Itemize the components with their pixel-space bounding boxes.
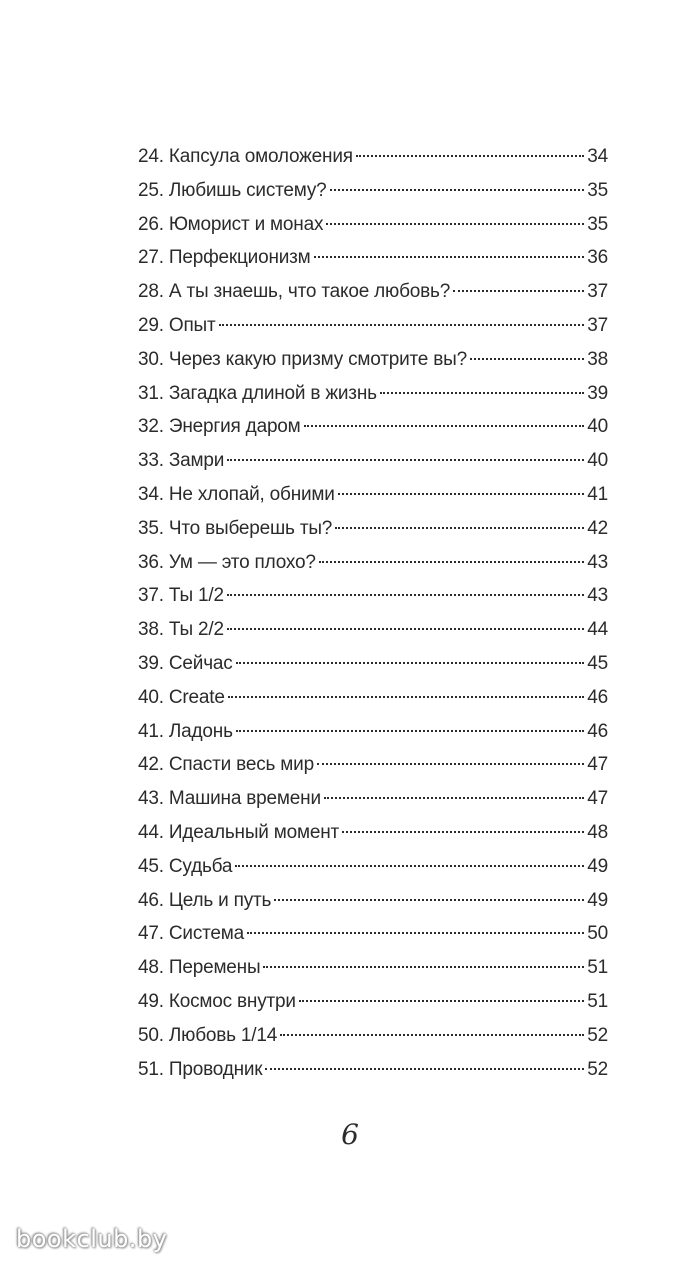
- toc-entry-title: 44. Идеальный момент: [138, 821, 340, 843]
- dot-leader: [247, 932, 584, 934]
- dot-leader: [236, 662, 585, 664]
- dot-leader: [236, 730, 584, 732]
- dot-leader: [299, 1000, 584, 1002]
- dot-leader: [335, 527, 584, 529]
- toc-entry: [138, 343, 608, 377]
- toc-entry-page: 52: [587, 1024, 608, 1046]
- toc-entry: [138, 309, 608, 343]
- dot-leader: [263, 966, 584, 968]
- toc-entry-title: 36. Ум — это плохо?: [138, 551, 316, 573]
- toc-entry-page: 51: [587, 990, 608, 1012]
- dot-leader: [317, 763, 584, 765]
- toc-entry-title: 38. Ты 2/2: [138, 619, 224, 641]
- toc-entry: [138, 174, 608, 208]
- dot-leader: [338, 493, 585, 495]
- toc-entry: [138, 512, 608, 546]
- toc-entry-title: 51. Проводник: [138, 1058, 263, 1080]
- toc-entry: [138, 884, 608, 918]
- dot-leader: [227, 628, 584, 630]
- toc-entry-page: 49: [587, 855, 608, 877]
- toc-entry-page: 47: [587, 754, 608, 776]
- dot-leader: [265, 1068, 584, 1070]
- toc-entry-page: 52: [587, 1058, 608, 1080]
- toc-entry: [138, 377, 608, 411]
- toc-entry: [138, 647, 608, 681]
- toc-entry: [138, 985, 608, 1019]
- toc-entry-title: 47. Система: [138, 923, 245, 945]
- toc-entry-title: 35. Что выберешь ты?: [138, 517, 333, 539]
- toc-entry-page: 40: [587, 450, 608, 472]
- toc-entry: [138, 410, 608, 444]
- toc-entry-title: 27. Перфекционизм: [138, 247, 311, 269]
- table-of-contents: [138, 140, 608, 1086]
- toc-entry-page: 35: [587, 213, 608, 235]
- toc-entry-title: 26. Юморист и монах: [138, 213, 324, 235]
- toc-entry: [138, 850, 608, 884]
- toc-entry-page: 40: [587, 416, 608, 438]
- dot-leader: [274, 899, 584, 901]
- toc-entry-title: 31. Загадка длиной в жизнь: [138, 382, 377, 404]
- dot-leader: [380, 392, 584, 394]
- toc-entry-page: 41: [587, 483, 608, 505]
- toc-entry-title: 40. Create: [138, 686, 225, 708]
- dot-leader: [330, 189, 585, 191]
- toc-entry: [138, 1053, 608, 1087]
- toc-entry-title: 30. Через какую призму смотрите вы?: [138, 348, 467, 370]
- toc-entry: [138, 782, 608, 816]
- dot-leader: [304, 425, 585, 427]
- toc-entry-page: 43: [587, 585, 608, 607]
- toc-entry-title: 42. Спасти весь мир: [138, 754, 314, 776]
- dot-leader: [219, 324, 585, 326]
- toc-entry: [138, 208, 608, 242]
- dot-leader: [342, 831, 584, 833]
- toc-entry-title: 46. Цель и путь: [138, 889, 272, 911]
- toc-entry-title: 32. Энергия даром: [138, 416, 301, 438]
- dot-leader: [324, 797, 584, 799]
- toc-entry-page: 49: [587, 889, 608, 911]
- dot-leader: [227, 459, 584, 461]
- toc-entry-page: 44: [587, 619, 608, 641]
- toc-entry-page: 35: [587, 179, 608, 201]
- toc-entry: [138, 275, 608, 309]
- toc-entry-page: 37: [587, 314, 608, 336]
- toc-entry-page: 48: [587, 821, 608, 843]
- toc-entry-title: 29. Опыт: [138, 314, 216, 336]
- dot-leader: [453, 290, 584, 292]
- toc-entry-title: 48. Перемены: [138, 957, 261, 979]
- toc-entry: [138, 816, 608, 850]
- toc-entry: [138, 917, 608, 951]
- toc-entry-page: 50: [587, 923, 608, 945]
- toc-entry: [138, 579, 608, 613]
- toc-entry-title: 34. Не хлопай, обними: [138, 483, 335, 505]
- toc-entry: [138, 1019, 608, 1053]
- toc-entry: [138, 478, 608, 512]
- toc-entry-page: 38: [587, 348, 608, 370]
- watermark: bookclub.by: [16, 1225, 168, 1253]
- toc-entry: [138, 546, 608, 580]
- toc-entry-title: 39. Сейчас: [138, 652, 233, 674]
- toc-entry-title: 45. Судьба: [138, 855, 233, 877]
- dot-leader: [470, 358, 584, 360]
- toc-entry-page: 46: [587, 686, 608, 708]
- toc-entry: [138, 241, 608, 275]
- toc-entry-page: 45: [587, 652, 608, 674]
- dot-leader: [314, 256, 585, 258]
- toc-entry-page: 51: [587, 957, 608, 979]
- dot-leader: [235, 865, 584, 867]
- toc-entry-page: 42: [587, 517, 608, 539]
- toc-entry: [138, 613, 608, 647]
- toc-entry-page: 37: [587, 281, 608, 303]
- page-number: 6: [341, 1118, 359, 1151]
- dot-leader: [326, 223, 584, 225]
- dot-leader: [319, 561, 585, 563]
- toc-entry-title: 41. Ладонь: [138, 720, 233, 742]
- toc-entry-title: 50. Любовь 1/14: [138, 1024, 278, 1046]
- toc-entry: [138, 444, 608, 478]
- dot-leader: [356, 155, 584, 157]
- dot-leader: [280, 1034, 584, 1036]
- dot-leader: [227, 594, 584, 596]
- toc-entry-title: 28. А ты знаешь, что такое любовь?: [138, 281, 451, 303]
- toc-entry: [138, 715, 608, 749]
- toc-entry-page: 34: [587, 146, 608, 167]
- toc-entry-title: 33. Замри: [138, 450, 225, 472]
- dot-leader: [228, 696, 585, 698]
- toc-entry-page: 43: [587, 551, 608, 573]
- toc-entry-page: 46: [587, 720, 608, 742]
- toc-entry-title: 25. Любишь систему?: [138, 179, 327, 201]
- toc-entry-title: 24. Капсула омоложения: [138, 146, 353, 167]
- toc-entry: [138, 951, 608, 985]
- toc-entry: [138, 681, 608, 715]
- toc-entry-page: 39: [587, 382, 608, 404]
- toc-entry-page: 36: [587, 247, 608, 269]
- toc-entry-page: 47: [587, 788, 608, 810]
- toc-entry-title: 49. Космос внутри: [138, 990, 296, 1012]
- toc-entry-title: 37. Ты 1/2: [138, 585, 224, 607]
- toc-entry: [138, 748, 608, 782]
- toc-entry-title: 43. Машина времени: [138, 788, 321, 810]
- toc-entry: [138, 140, 608, 174]
